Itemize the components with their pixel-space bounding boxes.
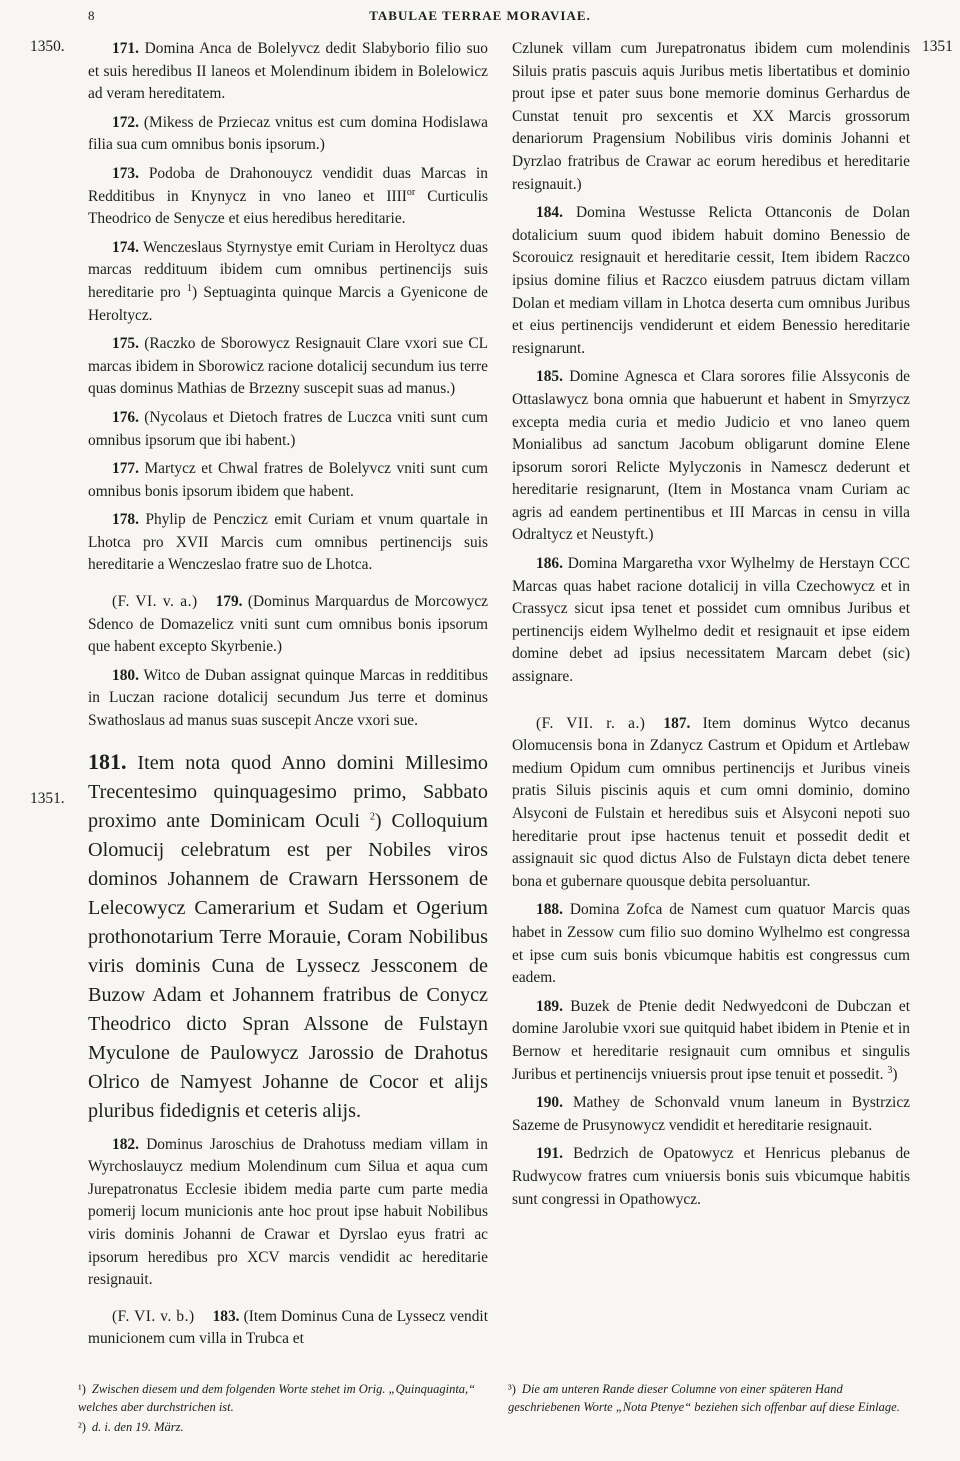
folio-marker: (F. VI. v. b.) [112, 1307, 195, 1325]
footnote-1: ¹) Zwischen diesem und dem folgenden Worte stehet im Orig. „Quinquaginta,“ welches aber durchstrichen ist. [78, 1382, 476, 1414]
entry-186: 186. Domina Margaretha vxor Wylhelmy de Herstayn CCC Marcas quas habet racione dotalicij in villa Czechowycz et in Crassycz sicut ipsa tenet et possidet cum omnibus Juribus et pertinencijs eidem Wylhelmo dedit et resignauit et ipse eidem domine debet ad ipsius necessitatem Marcam debet (sic) assignare. [512, 555, 910, 686]
entry-173: 173. Podoba de Drahonouycz vendidit duas Marcas in Redditibus in Knynycz in vno laneo et $IIII^{or}$ Curticulis Theodrico de Senycze et eius heredibus hereditarie. [88, 164, 488, 228]
entry-174: 174. Wenczeslaus Styrnystye emit Curiam in Heroltycz duas marcas reddituum ibidem cum omnibus pertinencijs suis hereditarie pro $^1$) Septuaginta quinque Marcis a Gyenicone de Heroltycz. [88, 238, 488, 324]
entry-182: 182. Dominus Jaroschius de Drahotuss mediam villam in Wyrchoslauycz medium Molendinum cum Silua et aqua cum Jurepatronatus Ecclesie ibidem media parte cum parte media pomerij locum municionis ante hoc prout ipse habuit Nobilibus viris dominis Johanni de Crawar et Dyrslao eyus fratri ac ipsorum heredibus pro XCV marcis vendidit ac hereditarie resignauit. [88, 1135, 488, 1289]
footnote-ref-1: 1 [186, 282, 192, 294]
entry-181: 181. Item nota quod Anno domini Millesimo Trecentesimo quinquagesimo primo, Sabbato proximo ante Dominicam Oculi $^2$) Colloquium Olomucij celebratum est per Nobiles viros dominos Johannem de Crawarn Herssonem de Lelecowycz Camerarium et Sudam et Ogerium prothonotarium Terre Morauie, Coram Nobilibus viris dominis Cuna de Lyssecz Jessconem de Buzow Adam et Johannem fratribus de Conycz Theodrico dicto Spran Alssone de Fulstayn Myculone de Paulowycz Jarossio de Drahotus Olrico de Namyest Johanne de Cocor et alijs pluribus fidedignis et ceteris alijs. [88, 748, 488, 1122]
entry-183: (F. VI. v. b.) 183. (Item Dominus Cuna de Lyssecz vendit municionem cum villa in Trubca et [88, 1307, 488, 1348]
entry-180: 180. Witco de Duban assignat quinque Marcas in redditibus in Luczan racione dotalicij secundum Jus terre et dominus Swathoslaus ad manus suas suscepit Ancze vxori sue. [88, 666, 488, 730]
running-title: TABULAE TERRAE MORAVIAE. [369, 8, 591, 23]
entry-188: 188. Domina Zofca de Namest cum quatuor Marcis quas habet in Zessow cum filio suo domino Wylhelmo est congressa et ipse cum suis bonis vbicumque habitis est congressus cum eadem. [512, 901, 910, 987]
page-header [0, 8, 960, 30]
margin-year-1351-right: 1351 [922, 38, 953, 55]
margin-year-1351-left: 1351. [30, 790, 65, 807]
page-number: 8 [88, 8, 96, 23]
footnote-ref-3: 3 [887, 1064, 893, 1076]
footnote-ref-2: 2 [369, 810, 375, 822]
footnotes-left [78, 1380, 488, 1438]
entry-172: 172. (Mikess de Prziecaz vnitus est cum domina Hodislawa filia sua cum omnibus bonis ipsorum.) [88, 113, 488, 154]
entry-184: 184. Domina Westusse Relicta Ottanconis de Dolan dotalicium suum quod ibidem habuit domino Benessio de Scorouicz resignauit et hereditarie cessit, Item ibidem Raczco ipsius domine filius et Raczco eiusdem patruus dictam villam Dolan et mediam villam in Lhotca deserta cum omnibus Juribus et eius pertinencijs vendiderunt et eidem Benessio hereditarie resignarunt. [512, 204, 910, 357]
entry-185: 185. Domine Agnesca et Clara sorores filie Alssyconis de Ottaslawycz bona omnia que habuerunt et habent in Smyrzycz excepta media curia et medio Judicio et vno laneo quem Monialibus ad sanctum Jacobum obligarunt domine Elene ipsorum sorori Relicte Mylyczonis in Namescz dederunt et hereditarie resignarunt, (Item in Mostanca vnam Curiam ac agris ad eandem pertinentibus et III Marcas in censu in villa Odraltycz et Neustyft.) [512, 368, 910, 544]
footnotes-right [508, 1380, 910, 1418]
entry-178: 178. Phylip de Penczicz emit Curiam et vnum quartale in Lhotca pro XVII Marcis cum omnibus pertinencijs suis hereditarie a Wenczeslao fratre suo de Lhotca. [88, 511, 488, 574]
entry-171: 171. Domina Anca de Bolelyvcz dedit Slabyborio filio suo et suis heredibus II laneos et Molendinum ibidem in Bolelowicz ad veram hereditatem. [88, 40, 488, 103]
entry-179: (F. VI. v. a.) 179. (Dominus Marquardus de Morcowycz Sdenco de Domazelicz vniti sunt cum omnibus bonis ipsorum que habent excepto Skyrbenie.) [88, 593, 488, 656]
entry-177: 177. Martycz et Chwal fratres de Bolelyvcz vniti sunt cum omnibus bonis ipsorum ibidem que habent. [88, 460, 488, 500]
margin-year-1350: 1350. [30, 38, 65, 55]
entry-183-continued: Czlunek villam cum Jurepatronatus ibidem cum molendinis Siluis pratis pascuis aquis Juribus metis libertatibus et dominio prout ipse et pater suus bone memorie dominus Gerhardus de Cunstat tenuit pro sexcentis et XX Marcis grossorum denariorum Pragensium Nobilibus viris dominis Johanni et Dyrzlao fratribus de Crawar ac eorum heredibus et hereditarie resignauit.) [512, 40, 910, 193]
entry-175: 175. (Raczko de Sborowycz Resignauit Clare vxori sue CL marcas ibidem in Sborowicz racione dotalicij secundum ius terre quas dominus Mathias de Brzezny suscepit suas ad manus.) [88, 335, 488, 398]
entry-176: 176. (Nycolaus et Dietoch fratres de Luczca vniti sunt cum omnibus ipsorum que ibi habent.) [88, 408, 488, 449]
right-column [512, 38, 910, 1217]
folio-marker: (F. VI. v. a.) [112, 593, 198, 611]
footnote-3: ³) Die am unteren Rande dieser Columne von einer späteren Hand geschriebenen Worte „Nota Ptenye“ beziehen sich offenbar auf diese Einlage. [508, 1382, 900, 1414]
entry-187: (F. VII. r. a.) 187. Item dominus Wytco decanus Olomucensis bona in Zdanycz Castrum et Opidum et Artlebaw medium Opidum cum omnibus pertinencijs et Juribus vineis pratis Siluis piscinis aquis et cum omni dominio, domino Alsyconi de Fulstain et heredibus suis et Alsyconi nepoti suo hereditarie prout ipse hactenus tenuit et possedit dedit et assignauit sic quod dictus Also de Fulstayn dicta debet tenere bona et gubernare quousque debita persoluantur. [512, 714, 910, 890]
entry-190: 190. Mathey de Schonvald vnum laneum in Bystrzicz Sazeme de Prusynowycz vendidit et hereditarie resignauit. [512, 1094, 910, 1134]
entry-189: 189. Buzek de Ptenie dedit Nedwyedconi de Dubczan et domine Jarolubie vxori sue quitquid habet ibidem in Ptenie et in Bernow et hereditarie resignauit cum omnibus et singulis Juribus et pertinencijs vniuersis prout ipse tenuit et possedit. $^3$) [512, 997, 910, 1083]
folio-marker: (F. VII. r. a.) [536, 714, 646, 732]
entry-191: 191. Bedrzich de Opatowycz et Henricus plebanus de Rudwycow fratres cum vniuersis bonis suis vbicumque habitis sunt congressi in Opathowycz. [512, 1145, 910, 1208]
left-column [88, 38, 488, 1357]
footnote-2: ²) d. i. den 19. März. [78, 1420, 184, 1434]
